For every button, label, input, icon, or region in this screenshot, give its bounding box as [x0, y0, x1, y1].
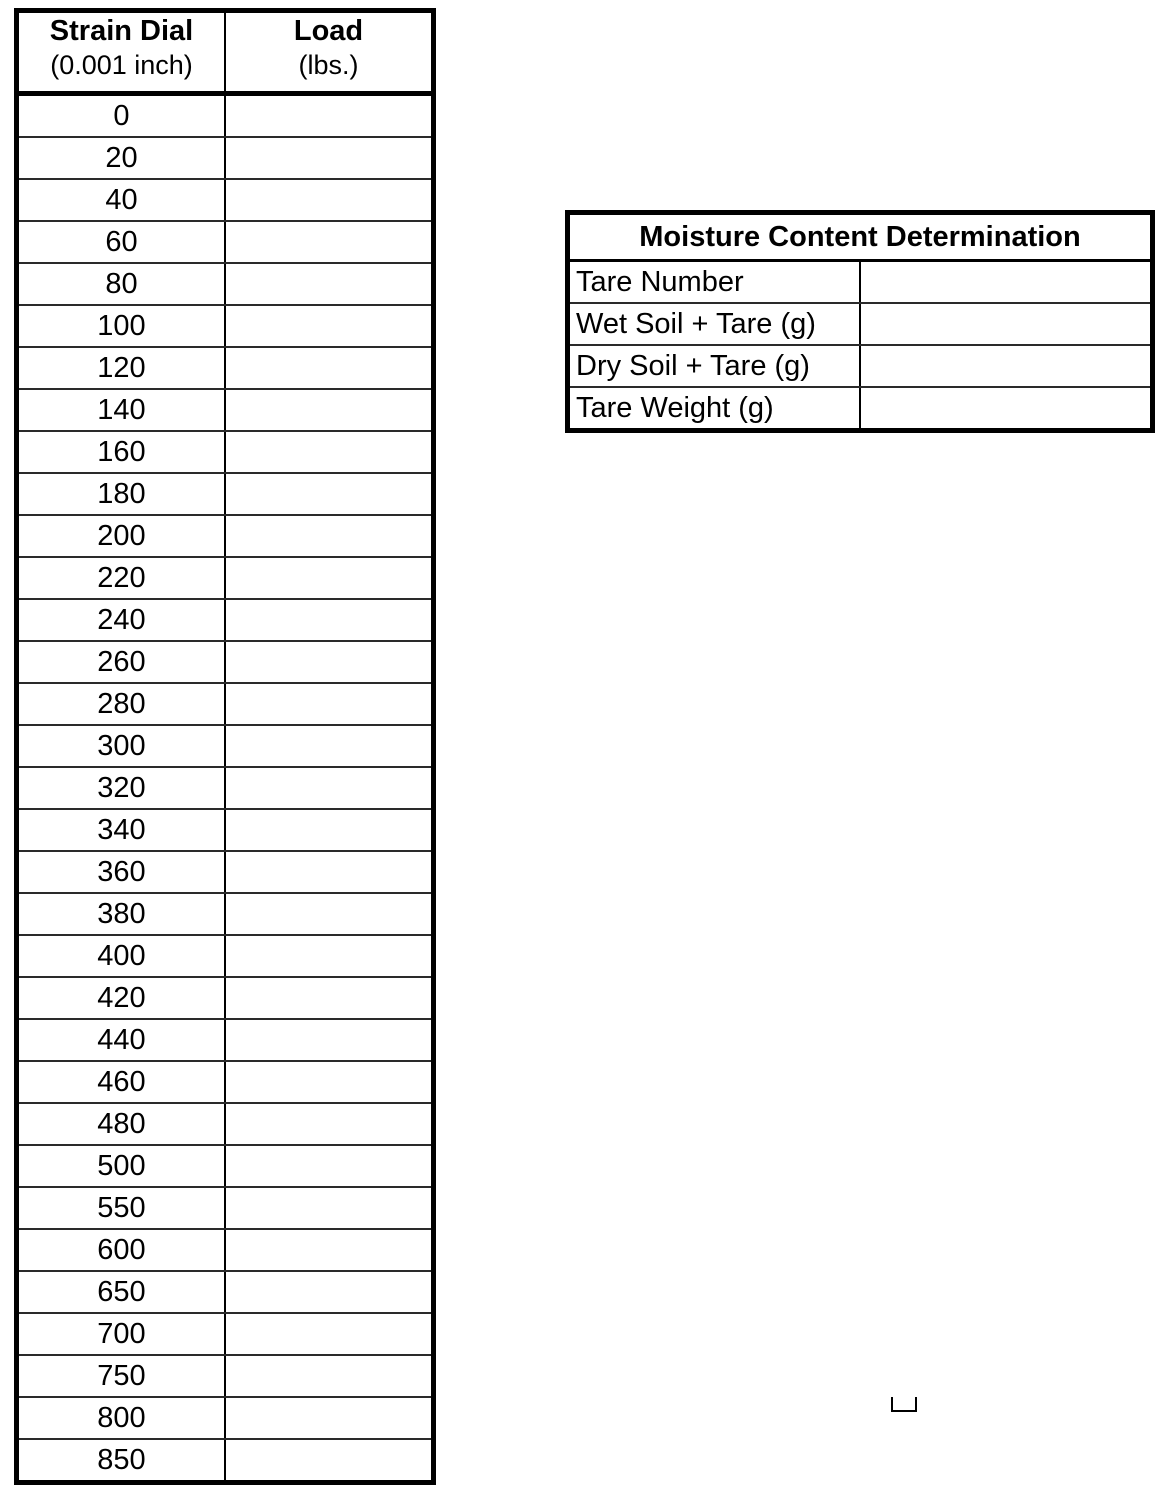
strain-dial-value: 400 [17, 935, 226, 977]
strain-dial-value: 80 [17, 263, 226, 305]
strain-table-row [17, 641, 434, 683]
load-value-blank [225, 977, 434, 1019]
load-value-blank [225, 473, 434, 515]
moisture-table-row [568, 303, 1153, 345]
strain-dial-value: 0 [17, 94, 226, 138]
strain-table-row [17, 725, 434, 767]
moisture-row-label: Tare Number [568, 261, 861, 304]
strain-table-row [17, 1103, 434, 1145]
strain-dial-value: 360 [17, 851, 226, 893]
strain-table-header-row [17, 11, 434, 94]
strain-dial-header-units: (0.001 inch) [50, 50, 193, 80]
strain-table-row [17, 683, 434, 725]
strain-dial-value: 180 [17, 473, 226, 515]
load-value-blank [225, 935, 434, 977]
strain-dial-value: 260 [17, 641, 226, 683]
load-value-blank [225, 851, 434, 893]
strain-dial-value: 40 [17, 179, 226, 221]
strain-dial-value: 550 [17, 1187, 226, 1229]
strain-table-row [17, 305, 434, 347]
load-value-blank [225, 347, 434, 389]
load-value-blank [225, 1229, 434, 1271]
load-header-title: Load [293, 15, 364, 47]
strain-table-row [17, 1019, 434, 1061]
strain-dial-header [17, 11, 226, 94]
strain-dial-value: 220 [17, 557, 226, 599]
load-value-blank [225, 305, 434, 347]
strain-dial-value: 300 [17, 725, 226, 767]
strain-table-row [17, 935, 434, 977]
load-value-blank [225, 1187, 434, 1229]
strain-dial-value: 850 [17, 1439, 226, 1483]
strain-table-row [17, 809, 434, 851]
strain-dial-value: 800 [17, 1397, 226, 1439]
strain-dial-value: 420 [17, 977, 226, 1019]
load-value-blank [225, 137, 434, 179]
load-value-blank [225, 809, 434, 851]
strain-table-row [17, 1061, 434, 1103]
strain-dial-value: 480 [17, 1103, 226, 1145]
moisture-value-blank [860, 387, 1153, 431]
load-value-blank [225, 557, 434, 599]
strain-dial-value: 120 [17, 347, 226, 389]
strain-dial-value: 750 [17, 1355, 226, 1397]
strain-table-row [17, 515, 434, 557]
strain-dial-value: 240 [17, 599, 226, 641]
moisture-table-row [568, 345, 1153, 387]
strain-dial-value: 320 [17, 767, 226, 809]
strain-table-row [17, 94, 434, 138]
strain-dial-value: 340 [17, 809, 226, 851]
load-header [225, 11, 434, 94]
moisture-value-blank [860, 261, 1153, 304]
strain-table-row [17, 977, 434, 1019]
strain-table-row [17, 179, 434, 221]
moisture-row-label: Tare Weight (g) [568, 387, 861, 431]
load-value-blank [225, 389, 434, 431]
moisture-content-table [565, 210, 1155, 433]
strain-table-row [17, 263, 434, 305]
strain-dial-value: 160 [17, 431, 226, 473]
strain-table-row [17, 221, 434, 263]
load-value-blank [225, 263, 434, 305]
load-value-blank [225, 641, 434, 683]
load-value-blank [225, 1439, 434, 1483]
load-value-blank [225, 515, 434, 557]
load-value-blank [225, 1397, 434, 1439]
load-value-blank [225, 599, 434, 641]
strain-dial-value: 500 [17, 1145, 226, 1187]
strain-dial-value: 200 [17, 515, 226, 557]
strain-table-row [17, 1439, 434, 1483]
strain-dial-header-title: Strain Dial [49, 15, 194, 47]
load-value-blank [225, 94, 434, 138]
load-value-blank [225, 221, 434, 263]
strain-table-row [17, 473, 434, 515]
strain-dial-value: 380 [17, 893, 226, 935]
moisture-value-blank [860, 345, 1153, 387]
moisture-table-row [568, 261, 1153, 304]
load-header-units: (lbs.) [298, 50, 359, 80]
strain-table-row [17, 431, 434, 473]
load-value-blank [225, 431, 434, 473]
strain-table-row [17, 851, 434, 893]
load-value-blank [225, 1145, 434, 1187]
strain-dial-value: 60 [17, 221, 226, 263]
strain-table-row [17, 389, 434, 431]
strain-table-row [17, 557, 434, 599]
strain-table-row [17, 1187, 434, 1229]
load-value-blank [225, 1313, 434, 1355]
load-value-blank [225, 1355, 434, 1397]
strain-table-row [17, 1145, 434, 1187]
load-value-blank [225, 767, 434, 809]
load-value-blank [225, 1061, 434, 1103]
strain-dial-value: 140 [17, 389, 226, 431]
strain-table-row [17, 1313, 434, 1355]
strain-dial-value: 460 [17, 1061, 226, 1103]
strain-table-row [17, 1271, 434, 1313]
moisture-row-label: Wet Soil + Tare (g) [568, 303, 861, 345]
moisture-table-row [568, 387, 1153, 431]
load-value-blank [225, 1019, 434, 1061]
strain-load-table [14, 8, 436, 1485]
moisture-value-blank [860, 303, 1153, 345]
strain-table-row [17, 1397, 434, 1439]
bracket-mark [891, 1397, 917, 1412]
strain-table-row [17, 1229, 434, 1271]
load-value-blank [225, 1271, 434, 1313]
strain-table-row [17, 347, 434, 389]
load-value-blank [225, 683, 434, 725]
strain-table-row [17, 599, 434, 641]
strain-dial-value: 700 [17, 1313, 226, 1355]
strain-dial-value: 20 [17, 137, 226, 179]
strain-dial-value: 440 [17, 1019, 226, 1061]
moisture-row-label: Dry Soil + Tare (g) [568, 345, 861, 387]
moisture-table-title: Moisture Content Determination [568, 213, 1153, 261]
load-value-blank [225, 893, 434, 935]
moisture-table-header-row [568, 213, 1153, 261]
strain-dial-value: 650 [17, 1271, 226, 1313]
load-value-blank [225, 725, 434, 767]
load-value-blank [225, 179, 434, 221]
load-value-blank [225, 1103, 434, 1145]
strain-table-row [17, 1355, 434, 1397]
strain-table-row [17, 767, 434, 809]
strain-dial-value: 100 [17, 305, 226, 347]
strain-table-row [17, 137, 434, 179]
strain-table-row [17, 893, 434, 935]
strain-dial-value: 600 [17, 1229, 226, 1271]
strain-dial-value: 280 [17, 683, 226, 725]
